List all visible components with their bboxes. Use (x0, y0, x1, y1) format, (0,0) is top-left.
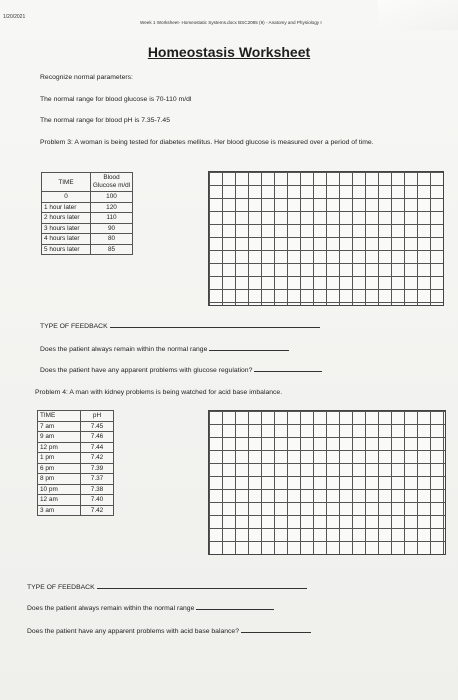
question-text: Does the patient have any apparent problems with glucose regulation? (40, 367, 253, 374)
value-cell: 7.37 (81, 474, 114, 485)
question-text: TYPE OF FEEDBACK (40, 323, 108, 330)
problem3-text: Problem 3: A woman is being tested for diabetes mellitus. Her blood glucose is measured over a period of time. (40, 139, 374, 146)
glucose-range-text: The normal range for blood glucose is 70-110 m/dl (40, 96, 192, 103)
time-cell: 6 pm (38, 463, 81, 474)
range-answer-line[interactable] (196, 608, 274, 610)
glucose-table (41, 172, 133, 255)
table-row (42, 202, 133, 213)
table-row (42, 234, 133, 245)
problem4-text: Problem 4: A man with kidney problems is being watched for acid base imbalance. (35, 389, 283, 396)
time-cell: 7 am (38, 421, 81, 432)
time-cell: 2 hours later (42, 213, 91, 224)
problem3-feedback-question (40, 323, 320, 330)
table-row (38, 484, 114, 495)
value-cell: 120 (91, 202, 133, 213)
time-cell: 3 am (38, 505, 81, 516)
glucose-col-value: Blood Glucose m/dl (91, 173, 133, 192)
problem4-feedback-question (27, 584, 307, 591)
intro-heading: Recognize normal parameters: (40, 74, 133, 81)
page-corner-shadow (378, 0, 458, 30)
question-text: Does the patient have any apparent problems with acid base balance? (27, 628, 239, 635)
value-cell: 100 (91, 192, 133, 203)
ph-range-text: The normal range for blood pH is 7.35-7.45 (40, 117, 170, 124)
table-row (38, 453, 114, 464)
value-cell: 7.38 (81, 484, 114, 495)
table-row (38, 463, 114, 474)
print-date: 1/20/2021 (3, 14, 26, 20)
glucose-graph-grid[interactable] (208, 171, 444, 306)
range-answer-line[interactable] (209, 349, 289, 351)
time-cell: 12 pm (38, 442, 81, 453)
table-row (42, 192, 133, 203)
time-cell: 1 hour later (42, 202, 91, 213)
table-row (38, 432, 114, 443)
question-text: Does the patient always remain within the normal range (27, 605, 195, 612)
value-cell: 7.46 (81, 432, 114, 443)
problem3-range-question (40, 346, 289, 353)
table-row (38, 495, 114, 506)
value-cell: 7.42 (81, 505, 114, 516)
value-cell: 7.44 (81, 442, 114, 453)
page-title: Homeostasis Worksheet (147, 44, 311, 60)
value-cell: 110 (91, 213, 133, 224)
time-cell: 5 hours later (42, 244, 91, 255)
glucose-col-time: TIME (42, 173, 91, 192)
time-cell: 0 (42, 192, 91, 203)
value-cell: 90 (91, 223, 133, 234)
ph-table (37, 410, 114, 516)
problems-answer-line[interactable] (254, 370, 322, 372)
problem3-problems-question (40, 367, 322, 374)
question-text: TYPE OF FEEDBACK (27, 584, 95, 591)
table-row (38, 505, 114, 516)
value-cell: 7.45 (81, 421, 114, 432)
table-row (42, 244, 133, 255)
time-cell: 4 hours later (42, 234, 91, 245)
table-row (38, 421, 114, 432)
problems-answer-line[interactable] (241, 631, 311, 633)
problem4-range-question (27, 605, 274, 612)
ph-graph-grid[interactable] (208, 410, 446, 555)
time-cell: 1 pm (38, 453, 81, 464)
feedback-answer-line[interactable] (97, 587, 307, 589)
table-row (38, 442, 114, 453)
time-cell: 10 pm (38, 484, 81, 495)
time-cell: 12 am (38, 495, 81, 506)
value-cell: 85 (91, 244, 133, 255)
value-cell: 7.42 (81, 453, 114, 464)
ph-col-time: TIME (38, 411, 81, 422)
table-row (38, 474, 114, 485)
time-cell: 8 pm (38, 474, 81, 485)
value-cell: 7.40 (81, 495, 114, 506)
time-cell: 9 am (38, 432, 81, 443)
question-text: Does the patient always remain within the normal range (40, 346, 208, 353)
table-row (42, 213, 133, 224)
time-cell: 3 hours later (42, 223, 91, 234)
print-file-path: Week 1 Worksheet- Homeostatic Systems.docx BSC2085 (9) - Anatomy and Physiology I (140, 20, 322, 25)
problem4-problems-question (27, 628, 311, 635)
value-cell: 80 (91, 234, 133, 245)
feedback-answer-line[interactable] (110, 326, 320, 328)
table-row (42, 223, 133, 234)
ph-col-value: pH (81, 411, 114, 422)
value-cell: 7.39 (81, 463, 114, 474)
